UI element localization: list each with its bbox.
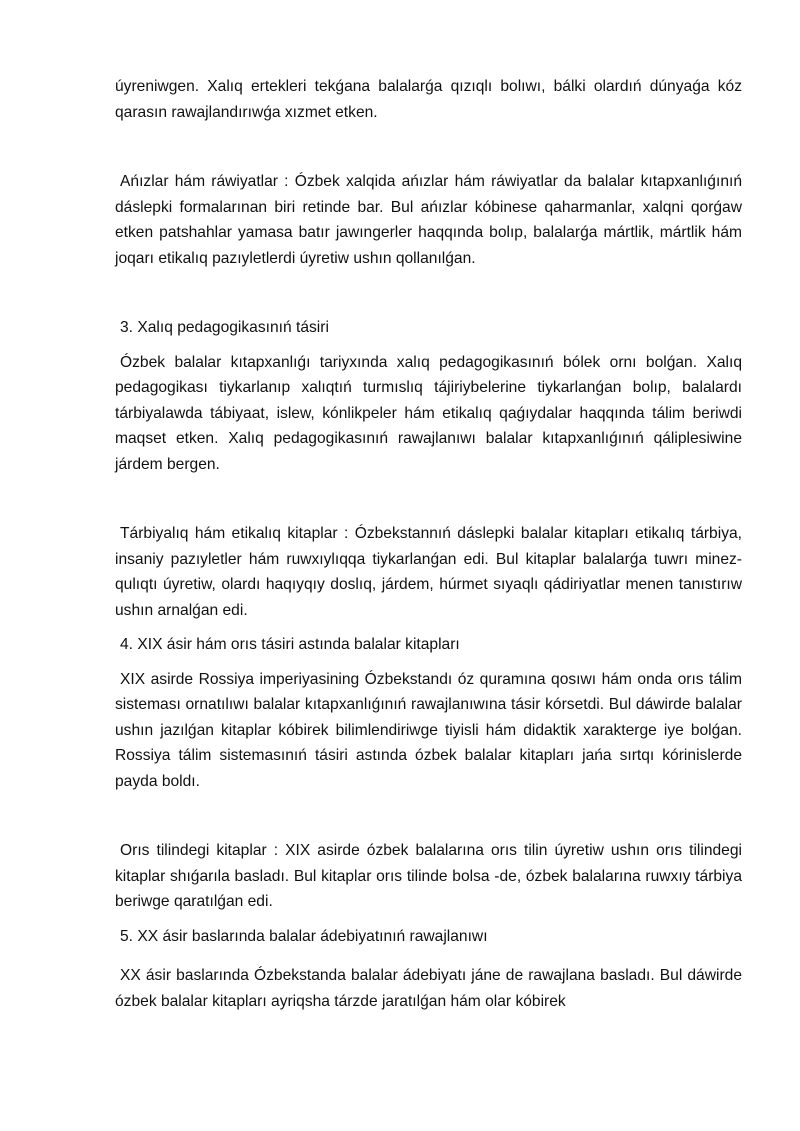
paragraph-russian-books: Orıs tilindegi kitaplar : XIX asirde ózbek balalarına orıs tilin úyretiw ushın orıs tilindegi kitaplar shıǵarıla basladı. Bul kitaplar orıs tilinde bolsa -de, ózbek balalarına ruwxıy tárbiya beriwge qaratılǵan edi. [115,842,742,910]
paragraph-20th-century: XX ásir baslarında Ózbekstanda balalar ádebiyatı jáne de rawajlana basladı. Bul dáwirde ózbek balalar kitapları ayriqsha tárzde jaratılǵan hám olar kóbirek [115,967,742,1010]
paragraph-moral-books: Tárbiyalıq hám etikalıq kitaplar : Ózbekstannıń dáslepki balalar kitapları etikalıq tárbiya, insaniy pazıyletler hám ruwxıylıqqa tiykarlanǵan edi. Bul kitaplar balalarǵa tuwrı minez-qulıqtı úyretiw, olardı haqıyqıy doslıq, járdem, húrmet sıyaqlı qádiriyatlar menen tanıstırıw ushın arnalǵan edi. [115,525,742,619]
section-heading-4: 4. XIX ásir hám orıs tásiri astında balalar kitapları [120,636,460,653]
section-heading-3: 3. Xalıq pedagogikasınıń tásiri [120,319,329,336]
paragraph-continuation: úyreniwgen. Xalıq ertekleri tekǵana balalarǵa qızıqlı bolıwı, bálki olardıń dúnyaǵa kóz qarasın rawajlandırıwǵa xızmet etken. [115,78,742,121]
section-heading-5: 5. XX ásir baslarında balalar ádebiyatınıń rawajlanıwı [120,927,488,945]
paragraph-legends: Ańızlar hám ráwiyatlar : Ózbek xalqida ańızlar hám ráwiyatlar da balalar kıtapxanlıǵınıń dáslepki formalarınan biri retinde bar. Bul ańızlar kóbinese qaharmanlar, xalqni qorǵaw etken patshahlar yamasa batır jawıngerler haqqında bolıp, balalarǵa mártlik, mártlik hám joqarı etikalıq pazıyletlerdi úyretiw ushın qollanılǵan. [115,173,742,267]
document-page [115,74,742,1014]
paragraph-19th-century: XIX asirde Rossiya imperiyasining Ózbekstandı óz quramına qosıwı hám onda orıs tálim sisteması ornatılıwı balalar kıtapxanlıǵınıń rawajlanıwına tásir kórsetdi. Bul dáwirde balalar ushın jazılǵan kitaplar kóbirek bilimlendiriwge tiyisli hám didaktik xarakterge iye bolǵan. Rossiya tálim sistemasınıń tásiri astında ózbek balalar kitapları jańa sırtqı kórinislerde payda boldı. [115,670,742,790]
paragraph-folk-pedagogy: Ózbek balalar kıtapxanlıǵı tariyxında xalıq pedagogikasınıń bólek ornı bolǵan. Xalıq pedagogikası tiykarlanıp xalıqtıń turmıslıq tájiriybelerine tiykarlanǵan bolıp, balalardı tárbiyalawda tábiyaat, islew, kónlikpeler hám etikalıq qaǵıydalar haqqında tálim beriwdi maqset etken. Xalıq pedagogikasınıń rawajlanıwı balalar kıtapxanlıǵınıń qáliplesiwine járdem bergen. [115,353,742,473]
